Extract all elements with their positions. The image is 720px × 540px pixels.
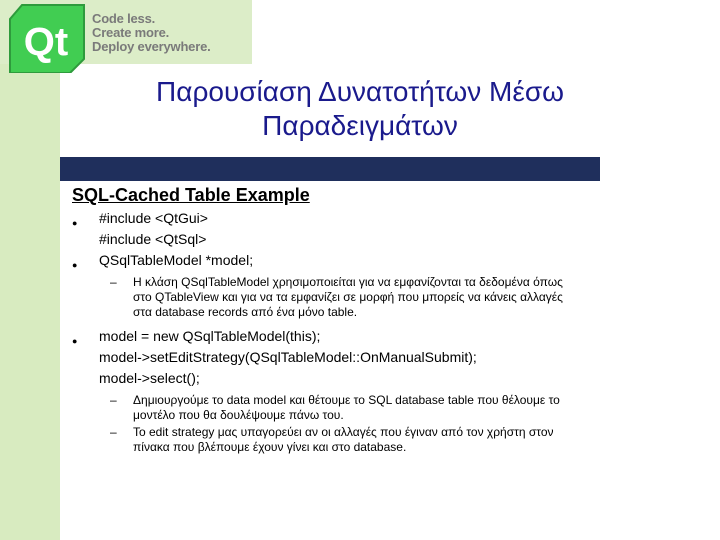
logo-tagline — [92, 12, 211, 54]
bullet-line: model->select(); — [99, 370, 200, 386]
sub-bullet-line: Δημιουργούμε το data model και θέτουμε το SQL database table που θέλουμε το — [133, 393, 560, 407]
sub-bullet-item — [72, 425, 692, 455]
bullet-dot-icon: ● — [72, 336, 78, 346]
dash-icon: – — [110, 275, 117, 289]
sub-bullet-line: στα database records από ένα μόνο table. — [133, 305, 358, 319]
bullet-item — [72, 250, 692, 271]
sub-bullet-list — [72, 275, 692, 320]
bullet-line: QSqlTableModel *model; — [99, 252, 254, 268]
bullet-line: model->setEditStrategy(QSqlTableModel::OnManualSubmit); — [99, 349, 477, 365]
dash-icon: – — [110, 393, 117, 407]
qt-logo-banner — [0, 0, 252, 64]
tagline-line: Code less. — [92, 11, 156, 26]
bullet-line: #include <QtSql> — [99, 231, 207, 247]
section-heading: SQL-Cached Table Example — [72, 185, 310, 205]
tagline-line: Create more. — [92, 25, 170, 40]
bullet-item — [72, 208, 692, 250]
qt-logo-text: Qt — [23, 20, 69, 64]
sub-bullet-list — [72, 393, 692, 455]
bullet-dot-icon: ● — [72, 260, 78, 270]
sub-bullet-line: Η κλάση QSqlTableModel χρησιμοποιείται για να εμφανίζονται τα δεδομένα όπως — [133, 275, 563, 289]
bullet-line: model = new QSqlTableModel(this); — [99, 328, 321, 344]
bullet-list — [72, 208, 692, 461]
dash-icon: – — [110, 425, 117, 439]
sub-bullet-item — [72, 393, 692, 423]
slide-title — [60, 75, 660, 143]
sub-bullet-item — [72, 275, 692, 320]
sub-bullet-line: πίνακα που βλέπουμε έχουν γίνει και στο database. — [133, 440, 407, 454]
tagline-line: Deploy everywhere. — [92, 39, 211, 54]
sub-bullet-line: στο QTableView και για να τα εμφανίζει σε μορφή που μπορείς να κάνεις αλλαγές — [133, 290, 563, 304]
sub-bullet-line: μοντέλο που θα δουλέψουμε πάνω του. — [133, 408, 344, 422]
title-line: Παρουσίαση Δυνατοτήτων Μέσω — [156, 76, 564, 107]
bullet-dot-icon: ● — [72, 218, 78, 228]
left-decorative-band — [0, 0, 60, 540]
title-line: Παραδειγμάτων — [262, 110, 458, 141]
bullet-item — [72, 326, 692, 389]
bullet-line: #include <QtGui> — [99, 210, 208, 226]
sub-bullet-line: To edit strategy μας υπαγορεύει αν οι αλλαγές που έγιναν από τον χρήστη στον — [133, 425, 554, 439]
title-divider-bar — [60, 157, 600, 181]
qt-logo-icon — [8, 3, 86, 73]
